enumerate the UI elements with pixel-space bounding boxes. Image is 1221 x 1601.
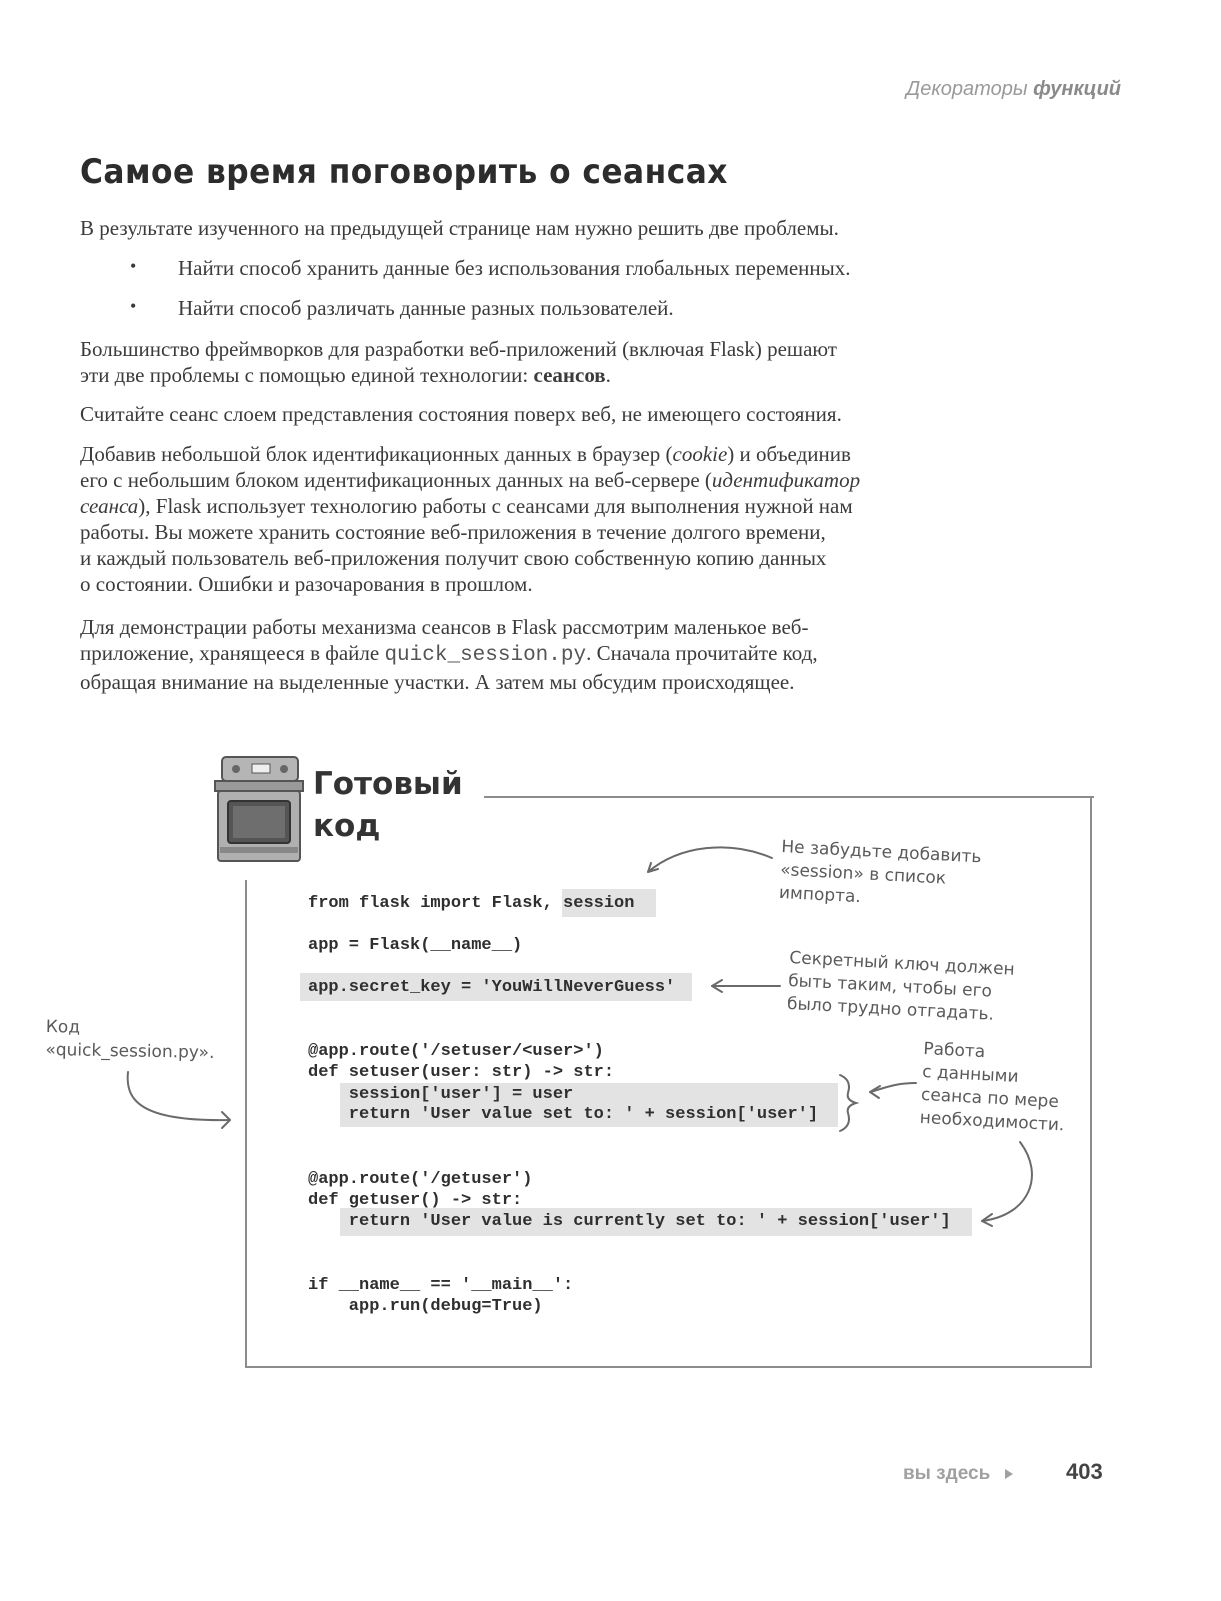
note-import-session bbox=[778, 836, 982, 915]
italic-term: cookie bbox=[672, 442, 728, 466]
note-line: Не забудьте добавить bbox=[780, 836, 982, 868]
text-line: работы. Вы можете хранить состояние веб-приложения в течение долгого времени, bbox=[80, 520, 826, 544]
code-text: from flask import Flask, bbox=[308, 894, 553, 913]
ready-code-label bbox=[313, 763, 463, 847]
footer-here-label: вы здесь bbox=[903, 1463, 991, 1484]
note-session-work bbox=[919, 1038, 1068, 1137]
running-header-regular: Декораторы bbox=[906, 78, 1028, 100]
ready-code-line: Готовый bbox=[313, 766, 463, 802]
code-text-session: session bbox=[552, 894, 645, 913]
bullet-item: Найти способ хранить данные без использования глобальных переменных. bbox=[178, 256, 851, 280]
note-line: «session» в список bbox=[779, 859, 947, 889]
text-line: Добавив небольшой блок идентификационных данных в браузер ( bbox=[80, 442, 673, 466]
code-line: app.run(debug=True) bbox=[308, 1297, 543, 1316]
paragraph-stateless: Считайте сеанс слоем представления состояния поверх веб, не имеющего состояния. bbox=[80, 402, 842, 426]
note-line: быть таким, чтобы его bbox=[787, 970, 993, 1002]
triangle-right-icon bbox=[1002, 1467, 1016, 1481]
code-line: app = Flask(__name__) bbox=[308, 936, 523, 955]
text-line: приложение, хранящееся в файле bbox=[80, 641, 385, 665]
text-line: и каждый пользователь веб-приложения получит свою собственную копию данных bbox=[80, 546, 827, 570]
note-line: было трудно отгадать. bbox=[786, 993, 995, 1025]
code-line: if __name__ == '__main__': bbox=[308, 1276, 574, 1295]
note-secret-key bbox=[786, 947, 1015, 1028]
stove-icon bbox=[215, 757, 303, 861]
code-line: def getuser() -> str: bbox=[308, 1191, 523, 1210]
italic-term: идентификатор bbox=[711, 468, 861, 492]
arrow-to-code-box bbox=[128, 1072, 230, 1120]
text-line: ), Flask использует технологию работы с сеансами для выполнения нужной нам bbox=[138, 494, 853, 518]
code-line: return 'User value set to: ' + session['user'] bbox=[308, 1105, 819, 1124]
code-line: @app.route('/getuser') bbox=[308, 1170, 533, 1189]
page-title: Самое время поговорить о сеансах bbox=[80, 152, 728, 192]
code-line: session['user'] = user bbox=[308, 1085, 574, 1104]
running-header-bold: функций bbox=[1033, 78, 1121, 100]
italic-term: сеанса bbox=[80, 494, 139, 518]
bullet-marker: • bbox=[130, 296, 137, 316]
note-filename bbox=[45, 1016, 215, 1065]
text-line: . bbox=[605, 363, 611, 387]
arrow-to-import bbox=[648, 847, 772, 872]
arrow-to-session-get bbox=[982, 1142, 1032, 1221]
ready-code-line: код bbox=[313, 808, 381, 844]
brace-session-set bbox=[840, 1075, 856, 1131]
note-line: необходимости. bbox=[919, 1107, 1065, 1136]
text-line: обращая внимание на выделенные участки. А затем мы обсудим происходящее. bbox=[80, 670, 795, 694]
bullet-item: Найти способ различать данные разных пользователей. bbox=[178, 296, 674, 320]
footer-you-are-here bbox=[903, 1463, 1016, 1485]
note-line: с данными bbox=[921, 1061, 1020, 1087]
code-line: @app.route('/setuser/<user>') bbox=[308, 1042, 604, 1061]
code-line: app.secret_key = 'YouWillNeverGuess' bbox=[308, 978, 676, 997]
text-line: его с небольшим блоком идентификационных данных на веб-сервере ( bbox=[80, 468, 712, 492]
text-line: Для демонстрации работы механизма сеансов в Flask рассмотрим маленькое веб- bbox=[80, 615, 809, 639]
bullet-marker: • bbox=[130, 256, 137, 276]
text-line: о состоянии. Ошибки и разочарования в прошлом. bbox=[80, 572, 533, 596]
note-line: сеанса по мере bbox=[920, 1084, 1060, 1113]
note-line: Код bbox=[45, 1016, 81, 1038]
note-line: Секретный ключ должен bbox=[788, 947, 1016, 980]
intro-paragraph: В результате изученного на предыдущей странице нам нужно решить две проблемы. bbox=[80, 216, 839, 240]
filename-code: quick_session.py bbox=[384, 644, 587, 667]
code-line: return 'User value is currently set to: ' + session['user'] bbox=[308, 1212, 951, 1231]
text-line: ) и объединив bbox=[727, 442, 851, 466]
code-line bbox=[308, 893, 645, 914]
note-line: «quick_session.py». bbox=[45, 1039, 215, 1063]
note-line: импорта. bbox=[778, 882, 862, 908]
bold-term: сеансов bbox=[533, 363, 606, 387]
text-line: Большинство фреймворков для разработки веб-приложений (включая Flask) решают bbox=[80, 337, 837, 361]
text-line: . Сначала прочитайте код, bbox=[586, 641, 818, 665]
code-line: def setuser(user: str) -> str: bbox=[308, 1063, 615, 1082]
note-line: Работа bbox=[922, 1038, 986, 1063]
page-number: 403 bbox=[1066, 1459, 1103, 1484]
text-line: эти две проблемы с помощью единой технологии: bbox=[80, 363, 534, 387]
